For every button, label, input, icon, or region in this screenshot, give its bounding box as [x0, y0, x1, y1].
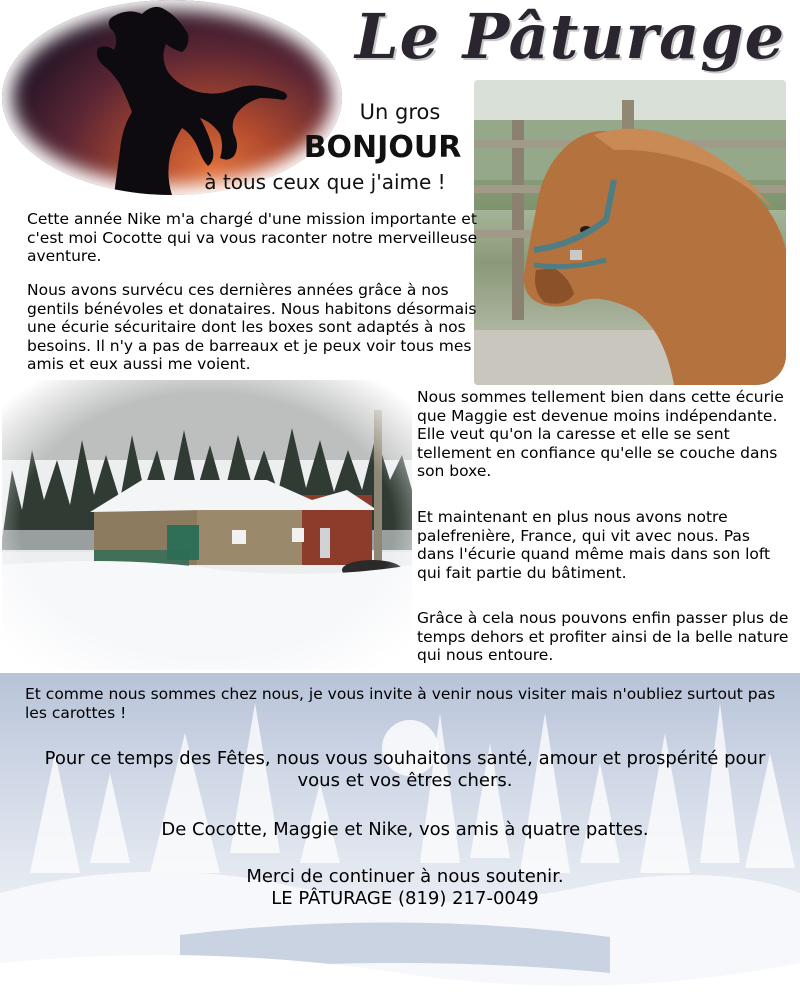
invite-paragraph: Et comme nous sommes chez nous, je vous invite à venir nous visiter mais n'oubliez surtout pas les carottes ! [25, 685, 776, 722]
contact-phone: LE PÂTURAGE (819) 217-0049 [271, 888, 539, 909]
snowy-barn-photo [2, 380, 412, 670]
horse-silhouette-image [2, 0, 342, 195]
greeting-bonjour: BONJOUR [303, 130, 462, 165]
survival-paragraph: Nous avons survécu ces dernières années grâce à nos gentils bénévoles et donataires. Nous habitons désormais une écurie sécuritaire dont les boxes sont adaptés à nos besoins. Il n'y a pas de barreaux et je peux voir tous mes amis et eux aussi me voient. [27, 281, 477, 373]
rearing-horse-silhouette-icon [2, 0, 342, 195]
barn-illustration [2, 380, 412, 670]
groom-paragraph: Et maintenant en plus nous avons notre palefrenière, France, qui vit avec nous. Pas dans l'écurie quand même mais dans son loft qui fait partie du bâtiment. [417, 508, 771, 582]
maggie-paragraph: Nous sommes tellement bien dans cette écurie que Maggie est devenue moins indépendante. Elle veut qu'on la caresse et elle se sent tellement en confiance qu'elle se couche dans son boxe. [417, 388, 784, 480]
greeting-line-3: à tous ceux que j'aime ! [204, 170, 446, 194]
pony-photo [474, 80, 786, 385]
pony-illustration [474, 80, 786, 385]
intro-paragraph: Cette année Nike m'a chargé d'une mission importante et c'est moi Cocotte qui va vous raconter notre merveilleuse aventure. [27, 210, 478, 265]
page-title: Le Pâturage [355, 0, 786, 73]
holiday-wishes: Pour ce temps des Fêtes, nous vous souhaitons santé, amour et prospérité pour vous et vos êtres chers. [44, 748, 766, 791]
thanks-line: Merci de continuer à nous soutenir. [246, 866, 564, 887]
greeting-line-1: Un gros [359, 100, 441, 124]
outside-paragraph: Grâce à cela nous pouvons enfin passer plus de temps dehors et profiter ainsi de la belle nature qui nous entoure. [417, 609, 789, 664]
signature-line: De Cocotte, Maggie et Nike, vos amis à quatre pattes. [161, 819, 649, 840]
